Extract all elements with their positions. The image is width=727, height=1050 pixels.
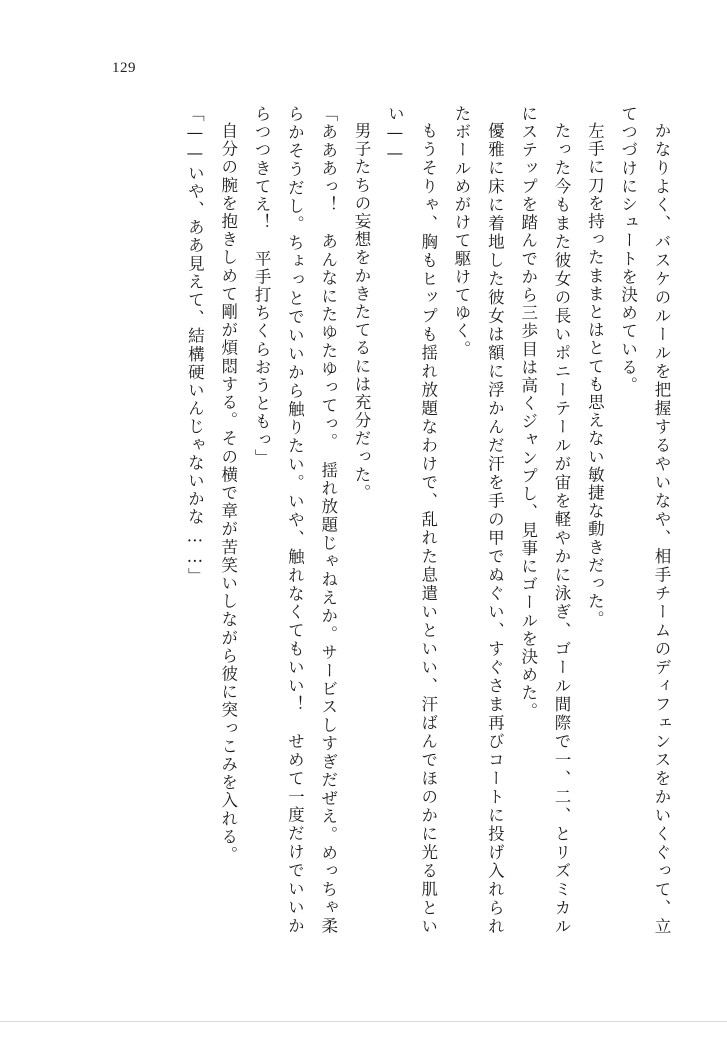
page-number: 129 [112, 60, 136, 76]
paragraph: 男子たちの妄想をかきたてるには充分だった。 [352, 121, 372, 502]
paragraph: 優雅に床に着地した彼女は額に浮かんだ汗を手の甲でぬぐい、すぐさま再びコートに投げ入れられたボールめがけて駆けてゆく。 [452, 105, 505, 935]
paragraph: たった今もまた彼女の長いポニーテールが宙を軽やかに泳ぎ、ゴール間際で一、二、とリズミカルにステップを踏んでから三歩目は高くジャンプし、見事にゴールを決めた。 [518, 105, 572, 935]
paragraph: 「——いや、ああ見えて、結構硬いんじゃないかな……」 [185, 105, 205, 586]
paragraph: もうそりゃ、胸もヒップも揺れ放題なわけで、乱れた息遣いといい、汗ばんでほのかに光る肌といい—— [385, 105, 438, 935]
footer-divider [0, 1021, 727, 1022]
paragraph: 「あああっ！ あんなにたゆたゆってっ。 揺れ放題じゃねえか。サービスしすぎだぜえ。めっちゃ柔らかそうだし。ちょっとでいいから触りたい。いや、触れなくてもいい！ せめて一度だけでいいからつつきてえ！ 平手打ちくらおうともっ」 [252, 105, 338, 935]
paragraph: 自分の腕を抱きしめて剛が煩悶する。その横で章が苦笑いしながら彼に突っこみを入れる。 [218, 121, 238, 864]
paragraph: かなりよく、バスケのルールを把握するやいなや、相手チームのディフェンスをかいくぐって、立てつづけにシュートを決めている。 [618, 105, 671, 935]
paragraph: 左手に刀を持ったままとはとても思えない敏捷な動きだった。 [585, 121, 605, 629]
vertical-text-body [78, 105, 678, 935]
